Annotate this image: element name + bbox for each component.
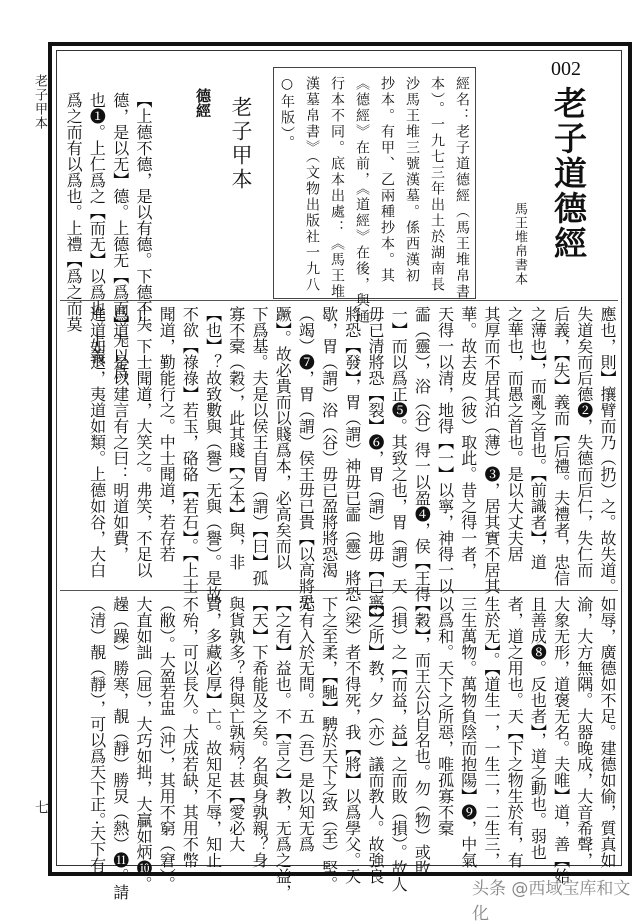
edition-subtitle: 馬王堆帛書本 (512, 202, 527, 286)
text-column: 爲道。是以建言有之曰：明道如費， (110, 306, 130, 562)
text-column: 下爲基。夫是以侯王自胃（謂）【曰】孤 (250, 306, 269, 586)
text-column: 且善成❽。反也者】，道之動也。弱也 (528, 596, 548, 860)
text-column: 也❶。上仁爲之【而无】以爲也。上義 (87, 92, 107, 364)
text-column: 德，是以无】德。上德无【爲而】无以爲 (110, 92, 130, 380)
text-column: 者，道之用也。天【下之物生於有，有 (505, 596, 525, 868)
text-column: 歇，胃（謂）浴（谷）毋已盈將將恐渴 (319, 306, 339, 578)
info-box (273, 67, 476, 325)
text-column: 【穀】，而王公以自名也。勿（物）或敗 (412, 596, 432, 876)
page-number: 七 (33, 800, 49, 814)
info-box-line: ○年版）。 (279, 76, 295, 151)
text-column: 生於无】。【道生一，一生二，二生三， (482, 596, 501, 868)
text-column: 與貨孰多？得與亡孰病？甚【愛必大 (226, 596, 246, 852)
text-column: 无有入於无間。五（吾）是以知无爲 (296, 596, 316, 852)
text-column: 蹶】。故必貴而以賤爲本，必高矣而以 (273, 306, 293, 570)
info-box-line: 《德經》在前，《道經》在後，與通 (354, 76, 370, 325)
text-column: 后義，【失】義而【后禮。夫禮者，忠信 (551, 306, 571, 586)
info-box-line: 行本不同。底本出處：《馬王堆 (329, 76, 345, 300)
text-column: 霝（靈），浴（谷）得一以盈❹，侯【王得 (412, 306, 432, 602)
text-column: 以爲和。天下之所惡，唯孤寡不槖 (435, 596, 455, 836)
info-box-line: 沙馬王堆三號漢墓。係西漢初 (404, 76, 420, 284)
text-column: （清）靚（靜），可以爲天下正。·天下有 (87, 596, 107, 874)
text-column: 其厚而不居其泊（薄）❸，居其實不居其 (482, 306, 501, 594)
text-column: 一】而以爲正❺。其致之也，胃（謂）天 (389, 306, 409, 594)
running-title: 老子甲本 (32, 74, 47, 130)
text-column: 費，多藏必厚】亡。故知足不辱，知止 (203, 596, 223, 868)
section-subtitle: 德經 (194, 88, 212, 118)
text-column: 將恐【發】，胃（謂）神毋已霝（靈）將恐 (342, 306, 362, 602)
text-column: （敝）。大盈若盅（沖），其用不窮（窘）。 (157, 596, 177, 892)
text-column: 寡不槖（穀），此其賤【之本】與，非 (226, 306, 246, 570)
text-column: 【上德不德，是以有德。下德不失 (134, 92, 153, 332)
text-column: 之華也，而愚之首也。是以大丈夫居 (505, 306, 525, 562)
text-column: 天得一以清，地得【一】以寧，神得一以 (435, 306, 455, 594)
text-column: 毋已清將恐【裂】❻，胃（謂）地毋【已寧】 (366, 306, 385, 626)
text-column: 下之至柔，【馳】騁於天下之致（至）堅。 (319, 596, 339, 892)
text-column: 【也】？故致數與（譽）无與（譽）。是故 (203, 306, 223, 602)
watermark: 头条 @西域宝库和文化 (472, 879, 631, 924)
text-column: 亡。下士聞道，大笑之。弗笑，不足以 (134, 306, 153, 578)
text-column: 應也，則】攘臂而乃（扔）之。故失道。 (598, 306, 617, 594)
section-divider-bottom (60, 590, 618, 591)
text-column: 【之所】教，夕（亦）議而教人。故強良 (366, 596, 385, 884)
text-column: 趮（躁）勝寒，靚（靜）勝炅（熱）⓫。請 (110, 596, 130, 900)
entry-code: 002 (551, 58, 581, 80)
text-column: 三生萬物。萬物負陰而抱陽】❾，中氣 (458, 596, 478, 868)
text-column: 【之有】益也。不【言之】教，无爲之益， (273, 596, 293, 900)
text-column: 聞道，勤能行之。中士聞道，若存若 (157, 306, 177, 562)
text-column: 大象无形，道褒无名。夫唯】道，善【始 (551, 596, 571, 884)
section-title: 老子甲本 (229, 96, 253, 192)
info-box-line: 本）。一九七三年出土於湖南長 (429, 76, 445, 293)
text-column: （梁）者不得死，我【將】以爲學父。天 (342, 596, 362, 884)
text-column: （損）之【而益，益】之而敗（損）。故人 (389, 596, 409, 892)
text-column: 爲之而有以爲也。上禮【爲之而莫 (64, 92, 84, 332)
info-box-line: 經名：老子道德經（馬王堆帛書 (454, 76, 470, 300)
text-column: 渝，大方無隅。大器晚成，大音希聲， (574, 596, 594, 868)
text-column: 大直如詘（屈），大巧如拙，大贏如炳❿。 (134, 596, 153, 892)
text-column: 華。故去皮（彼）取此。昔之得一者， (458, 306, 478, 578)
text-column: 進道如退，夷道如類。上德如谷，大白 (87, 306, 107, 578)
page-title: 老子道德經 (549, 86, 588, 261)
text-column: 之薄也】，而亂之首也。【前識者】，道 (528, 306, 548, 570)
info-box-line: 漢墓帛書》（文物出版社一九八 (304, 76, 320, 293)
text-column: 失道矣而后德❷，失德而后仁，失仁而 (574, 306, 594, 578)
text-column: 【天】下希能及之矣。名與身孰親？身 (250, 596, 269, 868)
info-box-line: 抄本。有甲、乙兩種抄本。其 (379, 76, 395, 284)
text-column: 不殆，可以長久。大成若缺，其用不幣 (180, 596, 200, 868)
text-column: 如辱，廣德如不足。建德如偷，質真如 (598, 596, 617, 868)
text-column: （竭）❼，胃（謂）侯王毋已貴【以高將恐 (296, 306, 316, 610)
text-column: 不欲【祿祿】若玉，硌硌【若石】。【上士 (180, 306, 200, 594)
